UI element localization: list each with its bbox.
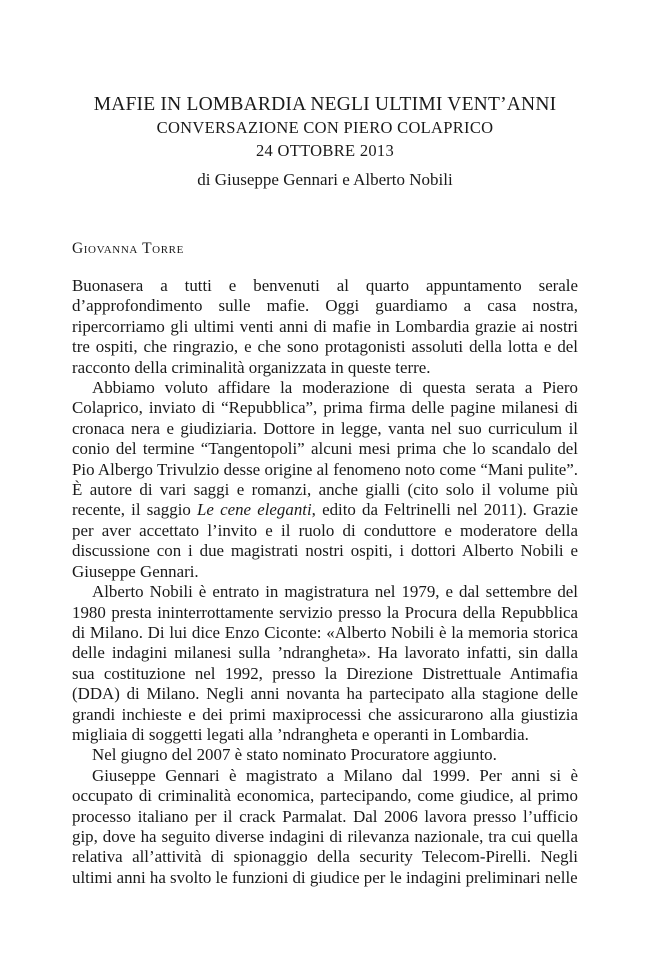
page-title: MAFIE IN LOMBARDIA NEGLI ULTIMI VENT’ANNI [93, 94, 557, 115]
paragraph-2-part-1: Abbiamo voluto affidare la moderazione di questa serata a Piero Colaprico, inviato di “Repubblica”, prima firma delle pagine milanesi di cronaca nera e giudiziaria. Dottore in legge, vanta nel suo curriculum il conio del termine “Tangentopoli” alcuni mesi prima che lo scandalo del Pio Albergo Trivulzio desse origine al fenomeno noto come “Mani pulite”. È autore di vari saggi e romanzi, anche gialli (cito solo il volume più recente, il saggio [72, 378, 578, 520]
paragraph-4: Nel giugno del 2007 è stato nominato Procuratore aggiunto. [92, 745, 497, 765]
title-block [0, 93, 650, 191]
paragraph-1: Buonasera a tutti e benvenuti al quarto appuntamento serale d’approfondimento sulle mafie. Oggi guardiamo a casa nostra, ripercorriamo gli ultimi venti anni di mafie in Lombardia grazie ai nostri tre ospiti, che ringrazio, e che sono protagonisti assoluti della lotta e del racconto della criminalità organizzata in queste terre. [72, 276, 578, 377]
body-text [72, 276, 578, 888]
authors-line: di Giuseppe Gennari e Alberto Nobili [197, 170, 453, 189]
paragraph-2-part-2: , edito da Feltrinelli nel 2011). Grazie per aver accettato l’invito e il ruolo di conduttore e moderatore della discussione con i due magistrati nostri ospiti, i dottori Alberto Nobili e Giuseppe Gennari. [72, 500, 578, 581]
book-title: Le cene eleganti [197, 500, 312, 520]
page-subtitle: CONVERSAZIONE CON PIERO COLAPRICO [156, 118, 494, 137]
speaker-name: Giovanna Torre [72, 240, 184, 257]
paragraph-2 [72, 378, 578, 582]
event-date: 24 OTTOBRE 2013 [255, 141, 395, 160]
paragraph-3: Alberto Nobili è entrato in magistratura nel 1979, e dal settembre del 1980 presta ininterrottamente servizio presso la Procura della Repubblica di Milano. Di lui dice Enzo Ciconte: «Alberto Nobili è la memoria storica delle indagini milanesi sulla ’ndrangheta». Ha lavorato infatti, sin dalla sua costituzione nel 1992, presso la Direzione Distrettuale Antimafia (DDA) di Milano. Negli anni novanta ha partecipato alla stagione delle grandi inchieste e dei primi maxiprocessi che assicurarono alla giustizia migliaia di soggetti legati alla ’ndrangheta e operanti in Lombardia. [72, 582, 578, 744]
paragraph-5: Giuseppe Gennari è magistrato a Milano dal 1999. Per anni si è occupato di criminalità economica, partecipando, come giudice, al primo processo italiano per il crack Parmalat. Dal 2006 lavora presso l’ufficio gip, dove ha seguito diverse indagini di rilevanza nazionale, tra cui quella relativa all’attività di spionaggio della security Telecom-Pirelli. Negli ultimi anni ha svolto le funzioni di giudice per le indagini preliminari nelle [72, 765, 578, 887]
